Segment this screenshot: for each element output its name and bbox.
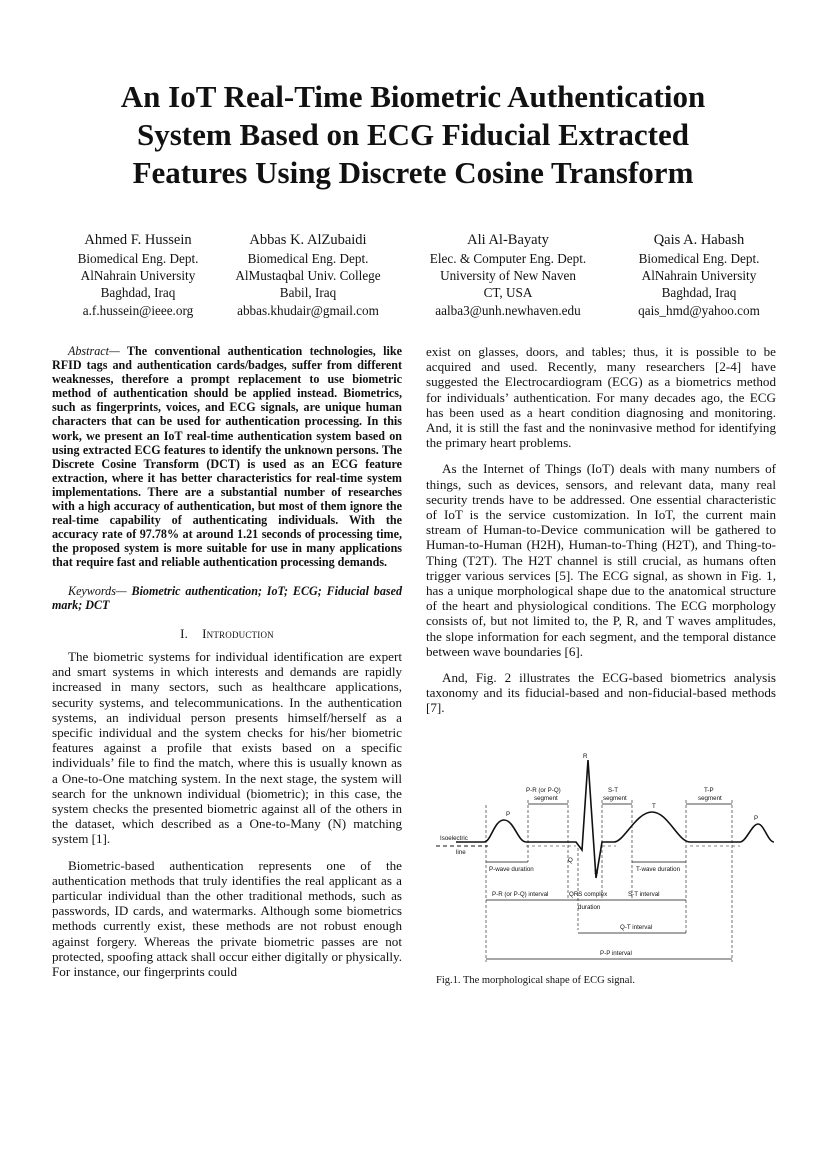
label-pr-interval: P-R (or P-Q) interval [492,891,549,898]
author-email: abbas.khudair@gmail.com [237,302,379,318]
author-4 [612,231,786,319]
section-number: I. [180,625,189,641]
abstract-lead: Abstract— [68,344,120,358]
label-qt-interval: Q-T interval [620,924,653,931]
keywords-text: Biometric authentication; IoT; ECG; Fiducial based mark; DCT [52,583,402,612]
label-p: P [506,811,511,818]
paper-title [60,78,766,192]
label-pp-interval: P-P interval [600,950,632,957]
author-location: CT, USA [483,285,533,301]
keywords-lead: Keywords— [68,583,127,598]
label-p-wave-duration: P-wave duration [489,866,534,873]
ecg-diagram [436,750,776,970]
title-line: An IoT Real-Time Biometric Authentication [120,79,706,114]
label-qrs: duration [578,904,601,911]
label-pr-segment: P-R (or P-Q) [526,787,561,794]
label-pr-segment: segment [534,795,558,802]
author-1 [52,231,224,319]
author-org: AlNahrain University [80,268,196,284]
label-st-segment: S-T [608,787,618,794]
label-st-interval: S-T interval [628,891,660,898]
author-org: AlNahrain University [641,268,757,284]
body-paragraph: And, Fig. 2 illustrates the ECG-based biometrics analysis taxonomy and its fiducial-based and non-fiducial-based methods [7]. [426,670,776,716]
author-email: a.f.hussein@ieee.org [82,302,194,318]
ecg-waveform [456,760,774,878]
section-heading [52,626,402,641]
author-org: University of New Naven [440,268,576,284]
author-2 [218,231,398,319]
author-location: Babil, Iraq [279,285,337,301]
figure-caption: Fig.1. The morphological shape of ECG signal. [436,975,635,986]
author-dept: Elec. & Computer Eng. Dept. [429,251,587,266]
author-org: AlMustaqbal Univ. College [235,268,381,284]
author-email: qais_hmd@yahoo.com [638,302,760,318]
abstract-text: The conventional authentication technologies, like RFID tags and authentication cards/badges, suffer from different weaknesses, therefore a prompt replacement to use biometric method of authentication should be applied instead. Biometrics, such as fingerprints, voices, and ECG signals, are unique human characters that can be used for authentication processing. In this work, we present an IoT real-time authentication system based on using extracted ECG features to identify the unknown persons. The Discrete Cosine Transform (DCT) is used as an ECG feature extraction, where it has better characteristics for real-time system implementations. There are a substantial number of researches with a high accuracy of authentication, but most of them ignore the real-time capability of authenticating individuals. With the accuracy rate of 97.78% at around 1.21 seconds of processing time, the proposed system is more suitable for use in many applications that require fast and reliable authentication processing demands. [52,344,402,570]
right-column [426,344,776,716]
author-dept: Biomedical Eng. Dept. [77,251,199,266]
body-paragraph: exist on glasses, doors, and tables; thus, it is possible to be acquired and used. Recently, many researchers [2-4] have suggested the Electrocardiogram (ECG) as a biometrics method for individuals’ authentication. For many decades ago, the ECG has been used as a heart condition diagnosing and monitoring. And, it is still the fast and the noninvasive method for identifying the primary heart problems. [426,344,776,451]
author-name: Ahmed F. Hussein [84,232,192,248]
author-name: Ali Al-Bayaty [467,232,549,248]
label-t-wave-duration: T-wave duration [636,866,681,873]
keywords [52,584,402,612]
label-tp-segment: T-P [704,787,714,794]
author-block [0,231,826,321]
author-name: Qais A. Habash [653,232,745,248]
label-st-segment: segment [603,795,627,802]
abstract [52,344,402,570]
label-qrs: QRS complex [569,891,608,898]
label-s: S [594,869,599,876]
title-line: System Based on ECG Fiducial Extracted [137,117,689,152]
left-column [52,344,402,979]
label-tp-segment: segment [698,795,722,802]
section-title: Introduction [202,625,274,641]
author-location: Baghdad, Iraq [100,285,176,301]
author-name: Abbas K. AlZubaidi [249,232,367,248]
body-paragraph: The biometric systems for individual identification are expert and smart systems in which interests and demands are rapidly increased in many sectors, such as healthcare applications, security systems, and telecommunications. In the authentication systems, an individual person presents himself/herself as a specific individual and the system checks for his/her biometric features against a profile that exists based on a specific individuals’ file to find the match, where this is usually known as a One-to-One matching system. In the next stage, the system will search for the unknown individual (biometric); in this case, the system checks the presented biometric against all of the others in the dataset, which described as a One-to-Many (N) matching system [1]. [52,648,402,847]
label-line: line [456,849,466,856]
ecg-figure [436,750,776,970]
body-paragraph: Biometric-based authentication represents one of the authentication methods that truly identifies the real applicant as a particular individual than the other traditional methods, such as passwords, ID cards, and watermarks. Although some biometrics methods currently exist, these methods are not robust enough against forgery. Whereas the private biometric passes are not protected, spoofing attack shall occur either digitally or physically. For instance, our fingerprints could [52,857,402,979]
author-3 [410,231,606,319]
body-paragraph: As the Internet of Things (IoT) deals with many numbers of things, such as devices, sensors, and relevant data, many real security trends have to be addressed. One essential characteristic of IoT is the service customization. In IoT, the current main stream of Human-to-Device communication will be gathered to Human-to-Human (H2H), Human-to-Thing (H2T), and Thing-to-Thing (T2T). The H2T channel is still crucial, as humans often trigger various services [5]. The ECG signal, as shown in Fig. 1, has a unique morphological shape due to the anatomical structure of the heart and physiological conditions. The ECG morphology consists of, but not limited to, the P, R, and T waves amplitudes, the slope information for each segment, and the temporal distance between wave boundaries [6]. [426,461,776,659]
label-r: R [583,753,588,760]
author-email: aalba3@unh.newhaven.edu [435,302,581,318]
author-dept: Biomedical Eng. Dept. [638,251,760,266]
label-t: T [652,803,656,810]
label-p: P [754,815,759,822]
label-q: Q [568,857,573,864]
title-line: Features Using Discrete Cosine Transform [132,155,694,190]
label-isoelectric: Isoelectric [440,835,468,842]
author-location: Baghdad, Iraq [661,285,737,301]
author-dept: Biomedical Eng. Dept. [247,251,369,266]
